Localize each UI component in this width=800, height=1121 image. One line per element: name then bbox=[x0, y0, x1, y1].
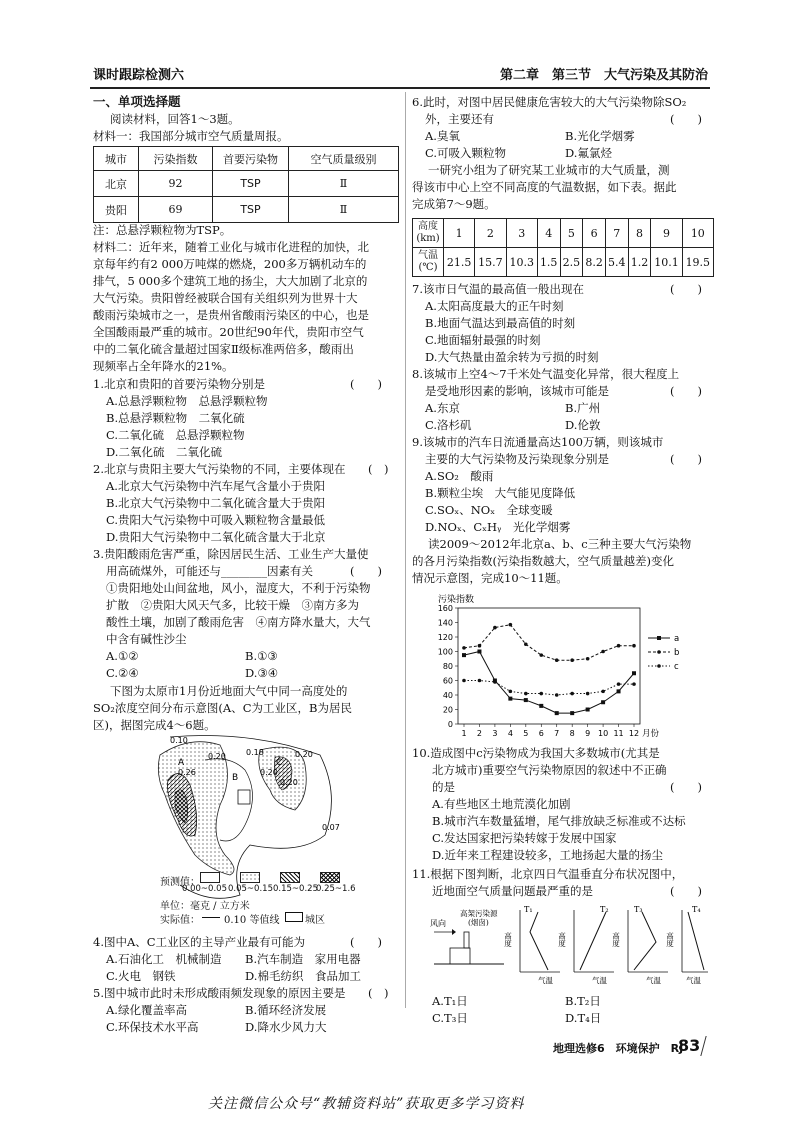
q11-stem: 近地面空气质量问题最严重的是 bbox=[432, 884, 593, 898]
q3-opt[interactable]: B.①③ bbox=[245, 649, 278, 663]
q11-stem: 11.根据下图判断，北京四日气温垂直分布状况图中， bbox=[412, 867, 684, 881]
q6-stem: 外，主要还有 bbox=[425, 112, 494, 126]
x-tick-label: 1 bbox=[461, 729, 467, 738]
q6-opt[interactable]: D.氟氯烃 bbox=[565, 146, 612, 160]
data-point-b bbox=[555, 658, 559, 662]
q6-paren[interactable]: ( ) bbox=[670, 112, 702, 126]
plot-frame bbox=[458, 608, 640, 724]
section-title: 一、单项选择题 bbox=[93, 94, 181, 109]
cell: 92 bbox=[139, 171, 213, 197]
temp-line bbox=[634, 912, 656, 970]
chart-title: 污染指数 bbox=[438, 595, 475, 605]
map-label: 0.20 bbox=[208, 752, 226, 761]
footer-slash bbox=[700, 1036, 706, 1056]
y-tick-label: 0 bbox=[447, 720, 453, 729]
cell: 3 bbox=[506, 219, 537, 248]
cell: 8.2 bbox=[583, 248, 606, 277]
t-label: T₄ bbox=[692, 905, 701, 914]
map-label: A bbox=[178, 758, 185, 768]
q8-opt[interactable]: C.洛杉矶 bbox=[425, 418, 472, 432]
cell: 贵阳 bbox=[94, 197, 139, 223]
q4-opt[interactable]: A.石油化工 机械制造 bbox=[106, 952, 222, 966]
data-point-c bbox=[632, 682, 636, 686]
q8-opt[interactable]: D.伦敦 bbox=[565, 418, 601, 432]
data-point-c bbox=[493, 680, 497, 684]
intro3-line: 一研究小组为了研究某工业城市的大气质量，测 bbox=[428, 163, 670, 177]
q8-opt[interactable]: B.广州 bbox=[565, 401, 601, 415]
data-point-b bbox=[570, 658, 574, 662]
source-label: 高架污染源 bbox=[460, 909, 498, 918]
footer-book: 地理选修6 环境保护 RJ bbox=[553, 1042, 684, 1055]
q4-opt[interactable]: C.火电 钢铁 bbox=[106, 969, 176, 983]
pollution-index-chart bbox=[430, 592, 700, 740]
q3-item: 酸性土壤，加剧了酸雨危害 ④南方降水量大，大气 bbox=[106, 615, 371, 629]
legend-range: 0.15~0.25 bbox=[273, 884, 318, 894]
series-line-a bbox=[464, 652, 634, 714]
cell: 9 bbox=[651, 219, 682, 248]
map-label: C bbox=[276, 758, 283, 768]
profile-t3 bbox=[611, 905, 668, 985]
map-unit: 单位：毫克 / 立方米 bbox=[160, 901, 250, 912]
cell: Ⅱ bbox=[289, 197, 399, 223]
q9-stem: 主要的大气污染物及污染现象分别是 bbox=[425, 452, 609, 466]
material2-line: 京每年约有2 000万吨煤的燃烧，200多万辆机动车的 bbox=[93, 257, 367, 271]
map-legend-title: 预测值： bbox=[160, 877, 200, 888]
q3-paren[interactable]: ( ) bbox=[350, 564, 382, 578]
axis-label: 气温 bbox=[646, 976, 661, 985]
header-rule bbox=[90, 87, 710, 89]
data-point-a bbox=[508, 697, 512, 701]
wind-arrow-head bbox=[452, 929, 456, 935]
profile-t2 bbox=[557, 905, 614, 985]
q3-stem: 用高硫煤外，可能还与________因素有关 bbox=[106, 564, 313, 578]
data-point-a bbox=[539, 704, 543, 708]
map-actual: 实际值： bbox=[160, 915, 200, 926]
th-city: 城市 bbox=[94, 147, 139, 171]
legend-label-c: c bbox=[674, 662, 679, 672]
legend-marker-c bbox=[657, 664, 661, 668]
material2-line: 中的二氧化硫含量超过国家Ⅱ级标准两倍多，酸雨出 bbox=[93, 342, 354, 356]
profile-t4 bbox=[665, 905, 708, 985]
legend-swatch bbox=[280, 872, 300, 883]
q9-opt[interactable]: A.SO₂ 酸雨 bbox=[425, 469, 494, 483]
cell: 10.1 bbox=[651, 248, 682, 277]
q10-opt[interactable]: C.发达国家把污染转嫁于发展中国家 bbox=[432, 831, 617, 845]
data-point-b bbox=[493, 626, 497, 630]
map-label: 0.20 bbox=[260, 768, 278, 777]
data-point-b bbox=[601, 650, 605, 654]
legend-marker-b bbox=[657, 650, 661, 654]
cell: TSP bbox=[213, 171, 289, 197]
x-tick-label: 5 bbox=[523, 729, 529, 738]
material2-line: 酸雨污染城市之一，是贵州省酸雨污染区的中心，也是 bbox=[93, 308, 369, 322]
data-point-a bbox=[524, 698, 528, 702]
y-tick-label: 100 bbox=[437, 647, 453, 657]
q3-item: 扩散 ②贵阳大风天气多，比较干燥 ③南方多为 bbox=[106, 598, 359, 612]
data-point-a bbox=[555, 711, 559, 715]
intro-text: 阅读材料，回答1～3题。 bbox=[110, 112, 240, 126]
wind-label: 风向 bbox=[430, 919, 446, 928]
axis-label: 高度 bbox=[665, 932, 675, 947]
map-label: 0.20 bbox=[295, 750, 313, 759]
footer-bottom-text: 关注微信公众号“教辅资料站”获取更多学习资料 bbox=[208, 1096, 525, 1112]
t-label: T₃ bbox=[634, 905, 643, 914]
q4-paren[interactable]: ( ) bbox=[350, 935, 382, 949]
q5-paren[interactable]: ( ) bbox=[368, 986, 389, 1000]
axis-label: 气温 bbox=[592, 976, 607, 985]
data-point-a bbox=[477, 650, 481, 654]
legend-swatch bbox=[200, 872, 220, 883]
th-pollutant: 首要污染物 bbox=[213, 147, 289, 171]
cell: 北京 bbox=[94, 171, 139, 197]
q6-stem: 6.此时，对图中居民健康危害较大的大气污染物除SO₂ bbox=[412, 95, 687, 109]
q3-opt[interactable]: C.②④ bbox=[106, 666, 139, 680]
data-point-c bbox=[462, 679, 466, 683]
map-label: 0.26 bbox=[178, 768, 196, 777]
data-point-a bbox=[462, 653, 466, 657]
q10-stem: 10.造成图中c污染物成为我国大多数城市(尤其是 bbox=[412, 746, 660, 760]
legend-range: 0.00~0.05 bbox=[182, 884, 227, 894]
x-tick-label: 8 bbox=[569, 729, 575, 738]
th-level: 空气质量级别 bbox=[289, 147, 399, 171]
q11-paren[interactable]: ( ) bbox=[670, 884, 702, 898]
material2-line: 大气污染。贵阳曾经被联合国有关组织列为世界十大 bbox=[93, 291, 358, 305]
profile-t1 bbox=[503, 905, 560, 985]
data-point-b bbox=[524, 642, 528, 646]
page-number: 83 bbox=[678, 1036, 701, 1055]
q9-opt[interactable]: C.SOₓ、NOₓ 全球变暖 bbox=[425, 503, 553, 517]
cell: 19.5 bbox=[682, 248, 713, 277]
data-point-a bbox=[586, 708, 590, 712]
q1-opt[interactable]: C.二氧化硫 总悬浮颗粒物 bbox=[106, 428, 245, 442]
data-point-b bbox=[462, 646, 466, 650]
q7-opt[interactable]: D.大气热量由盈余转为亏损的时刻 bbox=[425, 350, 599, 364]
x-tick-label: 10 bbox=[597, 729, 609, 738]
column-divider bbox=[405, 92, 406, 1008]
q3-stem: 3.贵阳酸雨危害严重，除因居民生活、工业生产大量使 bbox=[93, 547, 369, 561]
data-point-c bbox=[539, 692, 543, 696]
cell: 1 bbox=[444, 219, 475, 248]
legend-range: 0.05~0.15 bbox=[228, 884, 273, 894]
cell: 4 bbox=[537, 219, 560, 248]
q11-opt[interactable]: D.T₄日 bbox=[565, 1011, 602, 1025]
material1-text: 材料一：我国部分城市空气质量周报。 bbox=[93, 129, 289, 143]
q7-opt[interactable]: A.太阳高度最大的正午时刻 bbox=[425, 299, 564, 313]
cell: 69 bbox=[139, 197, 213, 223]
temp-line bbox=[688, 912, 704, 970]
intro2-line: 区)，据图完成4～6题。 bbox=[93, 718, 216, 732]
cell: 5 bbox=[560, 219, 583, 248]
q9-stem: 9.该城市的汽车日流通量高达100万辆，则该城市 bbox=[412, 435, 664, 449]
q5-opt[interactable]: B.循环经济发展 bbox=[245, 1003, 327, 1017]
data-point-b bbox=[509, 623, 513, 627]
data-point-b bbox=[478, 644, 482, 648]
y-tick-label: 40 bbox=[442, 691, 453, 700]
cell: 1.2 bbox=[628, 248, 651, 277]
material2-line: 材料二：近年来，随着工业化与城市化进程的加快，北 bbox=[93, 240, 369, 254]
data-point-a bbox=[617, 689, 621, 693]
map-label: B bbox=[232, 773, 239, 783]
data-point-a bbox=[601, 700, 605, 704]
q3-opt[interactable]: D.③④ bbox=[245, 666, 279, 680]
data-point-c bbox=[478, 679, 482, 683]
material2-line: 排气，5 000多个建筑工地的扬尘，大大加剧了北京的 bbox=[93, 274, 368, 288]
material2-line: 全国酸雨最严重的城市。20世纪90年代，贵阳市空气 bbox=[93, 325, 364, 339]
city-sample bbox=[285, 912, 303, 922]
q1-paren[interactable]: ( ) bbox=[350, 377, 382, 391]
y-tick-label: 60 bbox=[442, 676, 453, 686]
material2-line: 现频率占全年降水的21%。 bbox=[93, 359, 234, 373]
cell: 7 bbox=[605, 219, 628, 248]
q5-opt[interactable]: C.环保技术水平高 bbox=[106, 1020, 199, 1034]
isoline-label: 0.10 等值线 bbox=[224, 915, 280, 926]
t-label: T₁ bbox=[524, 905, 533, 914]
q3-item: ①贵阳地处山间盆地，风小，湿度大，不利于污染物 bbox=[106, 581, 371, 595]
data-point-b bbox=[617, 644, 621, 648]
q9-paren[interactable]: ( ) bbox=[670, 452, 702, 466]
data-point-c bbox=[601, 690, 605, 694]
header-left: 课时跟踪检测六 bbox=[93, 68, 185, 83]
data-point-b bbox=[632, 644, 636, 648]
y-tick-label: 80 bbox=[442, 662, 453, 671]
factory bbox=[450, 948, 470, 964]
intro4-line: 情况示意图，完成10～11题。 bbox=[412, 571, 568, 585]
legend-range: 0.25~1.6 bbox=[316, 884, 356, 894]
legend-swatch bbox=[240, 872, 260, 883]
x-tick-label: 11 bbox=[613, 729, 624, 738]
source-label: (烟囱) bbox=[468, 918, 489, 927]
axis-label: 气温 bbox=[686, 976, 701, 985]
cell: 6 bbox=[583, 219, 606, 248]
data-point-a bbox=[570, 711, 574, 715]
intro3-line: 完成第7～9题。 bbox=[412, 197, 496, 211]
header-right: 第二章 第三节 大气污染及其防治 bbox=[499, 68, 708, 83]
q7-opt[interactable]: B.地面气温达到最高值的时刻 bbox=[425, 316, 576, 330]
q6-opt[interactable]: B.光化学烟雾 bbox=[565, 129, 635, 143]
q2-stem: 2.北京与贵阳主要大气污染物的不同，主要体现在 bbox=[93, 462, 346, 476]
q1-stem: 1.北京和贵阳的首要污染物分别是 bbox=[93, 377, 265, 391]
q5-stem: 5.图中城市此时未形成酸雨频发现象的原因主要是 bbox=[93, 986, 346, 1000]
q10-paren[interactable]: ( ) bbox=[670, 780, 702, 794]
legend-label-b: b bbox=[674, 648, 680, 658]
t-label: T₂ bbox=[600, 905, 609, 914]
q1-opt[interactable]: B.总悬浮颗粒物 二氧化硫 bbox=[106, 411, 245, 425]
air-quality-table bbox=[93, 146, 399, 223]
q1-opt[interactable]: A.总悬浮颗粒物 总悬浮颗粒物 bbox=[106, 394, 268, 408]
q11-opt[interactable]: C.T₃日 bbox=[432, 1011, 468, 1025]
q9-opt[interactable]: D.NOₓ、CₓHᵧ 光化学烟雾 bbox=[425, 520, 571, 534]
temp-line bbox=[530, 912, 548, 970]
map-label: 0.18 bbox=[246, 748, 264, 757]
q10-opt[interactable]: A.有些地区土地荒漠化加剧 bbox=[432, 797, 571, 811]
cell: TSP bbox=[213, 197, 289, 223]
q4-stem: 4.图中A、C工业区的主导产业最有可能为 bbox=[93, 935, 306, 949]
intro3-line: 得该市中心上空不同高度的气温数据，如下表。据此 bbox=[412, 180, 677, 194]
row-head-height: 高度(km) bbox=[413, 219, 444, 248]
cell: 15.7 bbox=[475, 248, 506, 277]
q2-opt[interactable]: D.贵阳大气污染物中二氧化硫含量大于北京 bbox=[106, 530, 326, 544]
intro4-line: 的各月污染指数(污染指数越大，空气质量越差)变化 bbox=[412, 554, 674, 568]
q2-opt[interactable]: C.贵阳大气污染物中可吸入颗粒物含量最低 bbox=[106, 513, 326, 527]
q7-opt[interactable]: C.地面辐射最强的时刻 bbox=[425, 333, 541, 347]
data-point-c bbox=[524, 692, 528, 696]
x-tick-label: 12 bbox=[628, 729, 640, 738]
x-tick-label: 7 bbox=[554, 729, 560, 738]
data-point-a bbox=[632, 671, 636, 675]
cell: 2 bbox=[475, 219, 506, 248]
data-point-c bbox=[617, 682, 621, 686]
q8-stem: 8.该城市上空4～7千米处气温变化异常，很大程度上 bbox=[412, 367, 680, 381]
q7-stem: 7.该市日气温的最高值一般出现在 bbox=[412, 282, 584, 296]
data-point-c bbox=[586, 692, 590, 696]
q4-opt[interactable]: B.汽车制造 家用电器 bbox=[245, 952, 361, 966]
city-label: 城区 bbox=[305, 915, 325, 926]
q10-opt[interactable]: B.城市汽车数量猛增，尾气排放缺乏标准或不达标 bbox=[432, 814, 686, 828]
x-axis-label: 月份 bbox=[642, 729, 660, 739]
series-line-b bbox=[464, 625, 634, 661]
series-line-c bbox=[464, 681, 634, 696]
y-tick-label: 140 bbox=[437, 618, 453, 628]
q8-stem: 是受地形因素的影响，该城市可能是 bbox=[425, 384, 609, 398]
axis-label: 气温 bbox=[538, 976, 553, 985]
intro4-line: 读2009～2012年北京a、b、c三种主要大气污染物 bbox=[428, 537, 692, 551]
q2-paren[interactable]: ( ) bbox=[368, 462, 389, 476]
q5-opt[interactable]: D.降水少风力大 bbox=[245, 1020, 327, 1034]
cell: 5.4 bbox=[605, 248, 628, 277]
data-point-b bbox=[539, 653, 543, 657]
data-point-c bbox=[555, 693, 559, 697]
q4-opt[interactable]: D.棉毛纺织 食品加工 bbox=[245, 969, 361, 983]
q10-stem: 的是 bbox=[432, 780, 455, 794]
axis-label: 高度 bbox=[611, 932, 621, 947]
map-label: 0.07 bbox=[322, 823, 340, 832]
q6-opt[interactable]: C.可吸入颗粒物 bbox=[425, 146, 507, 160]
cell: 21.5 bbox=[444, 248, 475, 277]
cell: Ⅱ bbox=[289, 171, 399, 197]
temperature-profile-figure bbox=[420, 902, 710, 988]
x-tick-label: 2 bbox=[476, 729, 483, 738]
q2-opt[interactable]: B.北京大气污染物中二氧化硫含量大于贵阳 bbox=[106, 496, 326, 510]
x-tick-label: 9 bbox=[585, 729, 591, 738]
q3-opt[interactable]: A.①② bbox=[106, 649, 139, 663]
basin-region bbox=[158, 742, 234, 875]
intro2-line: SO₂浓度空间分布示意图(A、C为工业区，B为居民 bbox=[93, 701, 352, 715]
q8-paren[interactable]: ( ) bbox=[670, 384, 702, 398]
q3-item: 中含有碱性沙尘 bbox=[106, 632, 187, 646]
x-tick-label: 6 bbox=[538, 729, 544, 738]
x-tick-label: 3 bbox=[492, 729, 498, 738]
temperature-table bbox=[412, 218, 714, 277]
data-point-b bbox=[586, 657, 590, 661]
y-tick-label: 120 bbox=[437, 633, 453, 642]
isoline-sample bbox=[202, 917, 220, 918]
q11-opt[interactable]: B.T₂日 bbox=[565, 994, 601, 1008]
cell: 1.5 bbox=[537, 248, 560, 277]
q5-opt[interactable]: A.绿化覆盖率高 bbox=[106, 1003, 187, 1017]
th-index: 污染指数 bbox=[139, 147, 213, 171]
intro2-line: 下图为太原市1月份近地面大气中同一高度处的 bbox=[110, 684, 348, 698]
legend-label-a: a bbox=[674, 634, 680, 644]
map-label: 0.10 bbox=[170, 736, 188, 745]
q2-opt[interactable]: A.北京大气污染物中汽车尾气含量小于贵阳 bbox=[106, 479, 325, 493]
map-label: 0.20 bbox=[280, 778, 298, 787]
q10-stem: 北方城市)重要空气污染物原因的叙述中不正确 bbox=[432, 763, 667, 777]
q6-opt[interactable]: A.臭氧 bbox=[425, 129, 460, 143]
cell: 10.3 bbox=[506, 248, 537, 277]
table-note: 注：总悬浮颗粒物为TSP。 bbox=[93, 223, 232, 237]
q10-opt[interactable]: D.近年来工程建设较多，工地扬起大量的扬尘 bbox=[432, 848, 663, 862]
cell: 2.5 bbox=[560, 248, 583, 277]
q1-opt[interactable]: D.二氧化硫 二氧化硫 bbox=[106, 445, 222, 459]
x-tick-label: 4 bbox=[507, 729, 513, 738]
y-tick-label: 160 bbox=[437, 604, 453, 613]
data-point-c bbox=[509, 690, 513, 694]
cell: 10 bbox=[682, 219, 713, 248]
row-head-temp: 气温(℃) bbox=[413, 248, 444, 277]
city-zone bbox=[238, 790, 250, 804]
chimney bbox=[464, 932, 469, 948]
legend-swatch bbox=[320, 872, 340, 883]
q9-opt[interactable]: B.颗粒尘埃 大气能见度降低 bbox=[425, 486, 576, 500]
y-tick-label: 20 bbox=[442, 705, 453, 715]
cell: 8 bbox=[628, 219, 651, 248]
axis-label: 高度 bbox=[557, 932, 567, 947]
data-point-c bbox=[570, 692, 574, 696]
q11-opt[interactable]: A.T₁日 bbox=[432, 994, 468, 1008]
temp-line bbox=[580, 912, 606, 970]
q7-paren[interactable]: ( ) bbox=[670, 282, 702, 296]
axis-label: 高度 bbox=[503, 932, 513, 947]
legend-marker-a bbox=[657, 636, 661, 640]
q8-opt[interactable]: A.东京 bbox=[425, 401, 460, 415]
